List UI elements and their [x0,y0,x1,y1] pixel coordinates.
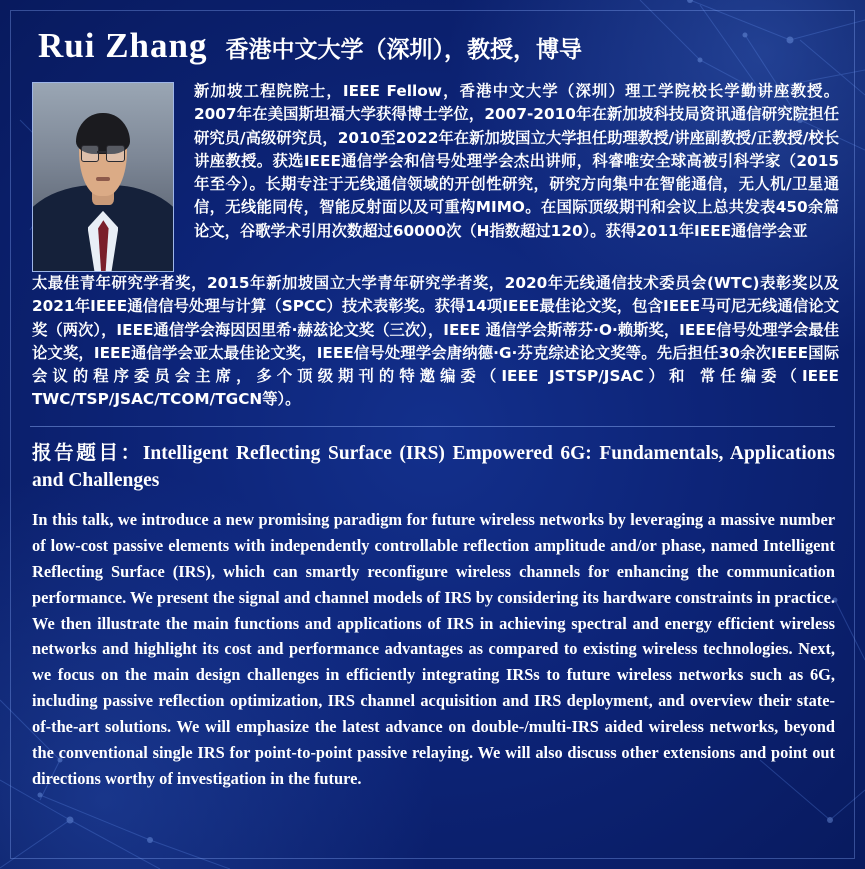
section-divider [30,426,835,427]
speaker-name: Rui Zhang [38,26,208,65]
portrait-glasses-right [106,145,125,162]
biography-block [22,80,843,272]
speaker-affiliation: 香港中文大学（深圳），教授，博导 [225,37,582,63]
speaker-photo [32,82,174,272]
biography-text-top: 新加坡工程院院士，IEEE Fellow，香港中文大学（深圳）理工学院校长学勤讲座教授。2007年在美国斯坦福大学获得博士学位，2007-2010年在新加坡科技局资讯通信研究院担任研究员/高级研究员，2010至2022年在新加坡国立大学担任助理教授/讲座副教授/正教授/校长讲座教授。获选IEEE通信学会和信号处理学会杰出讲师，科睿唯安全球高被引科学家（2015年至今）。长期专注于无线通信领域的开创性研究，研究方向集中在智能通信，无人机/卫星通信，无线能同传，智能反射面以及可重构MIMO。在国际顶级期刊和会议上总共发表450余篇论文，谷歌学术引用次数超过60000次（H指数超过120）。获得2011年IEEE通信学会亚 [194,82,839,240]
speaker-header [22,26,843,66]
talk-abstract: In this talk, we introduce a new promising paradigm for future wireless networks by leveraging a massive number of low-cost passive elements with independently controllable reflection amplitude and/or phase, named Intelligent Reflecting Surface (IRS), which can smartly reconfigure wireless channels for enhancing the communication performance. We present the signal and channel models of IRS by considering its hardware constraints in practice. We then illustrate the main functions and applications of IRS in achieving spectral and energy efficient wireless networks and highlight its cost and performance advantages as compared to existing wireless technologies. Next, we focus on the main design challenges in efficiently integrating IRSs to future wireless networks such as 6G, including passive reflection optimization, IRS channel acquisition and IRS deployment, and overview their state-of-the-art solutions. We will emphasize the latest advance on double-/multi-IRS aided wireless networks, beyond the conventional single IRS for point-to-point passive relaying. We will also discuss other extensions and point out directions worthy of investigation in the future. [32,509,835,789]
photo-wrapper [22,80,182,272]
talk-title-label: 报告题目： [32,440,143,464]
talk-title-text: Intelligent Reflecting Surface (IRS) Empowered 6G: Fundamentals, Applications and Challenges [32,442,835,492]
portrait-glasses-left [81,145,100,162]
biography-text-bottom: 太最佳青年研究学者奖，2015年新加坡国立大学青年研究学者奖，2020年无线通信技术委员会(WTC)表彰奖以及2021年IEEE通信信号处理与计算（SPCC）技术表彰奖。获得14项IEEE最佳论文奖，包含IEEE马可尼无线通信论文奖（两次），IEEE通信学会海因因里希·赫兹论文奖（三次），IEEE 通信学会斯蒂芬·O·赖斯奖，IEEE信号处理学会最佳论文奖，IEEE通信学会亚太最佳论文奖，IEEE信号处理学会唐纳德·G·芬克综述论文奖等。先后担任30余次IEEE国际会议的程序委员会主席，多个顶级期刊的特邀编委（IEEE JSTSP/JSAC）和 常任编委（IEEE TWC/TSP/JSAC/TCOM/TGCN等）。 [32,274,839,409]
portrait-mouth [96,177,110,181]
portrait-glasses-bridge [97,151,105,153]
talk-title-block [22,439,843,495]
